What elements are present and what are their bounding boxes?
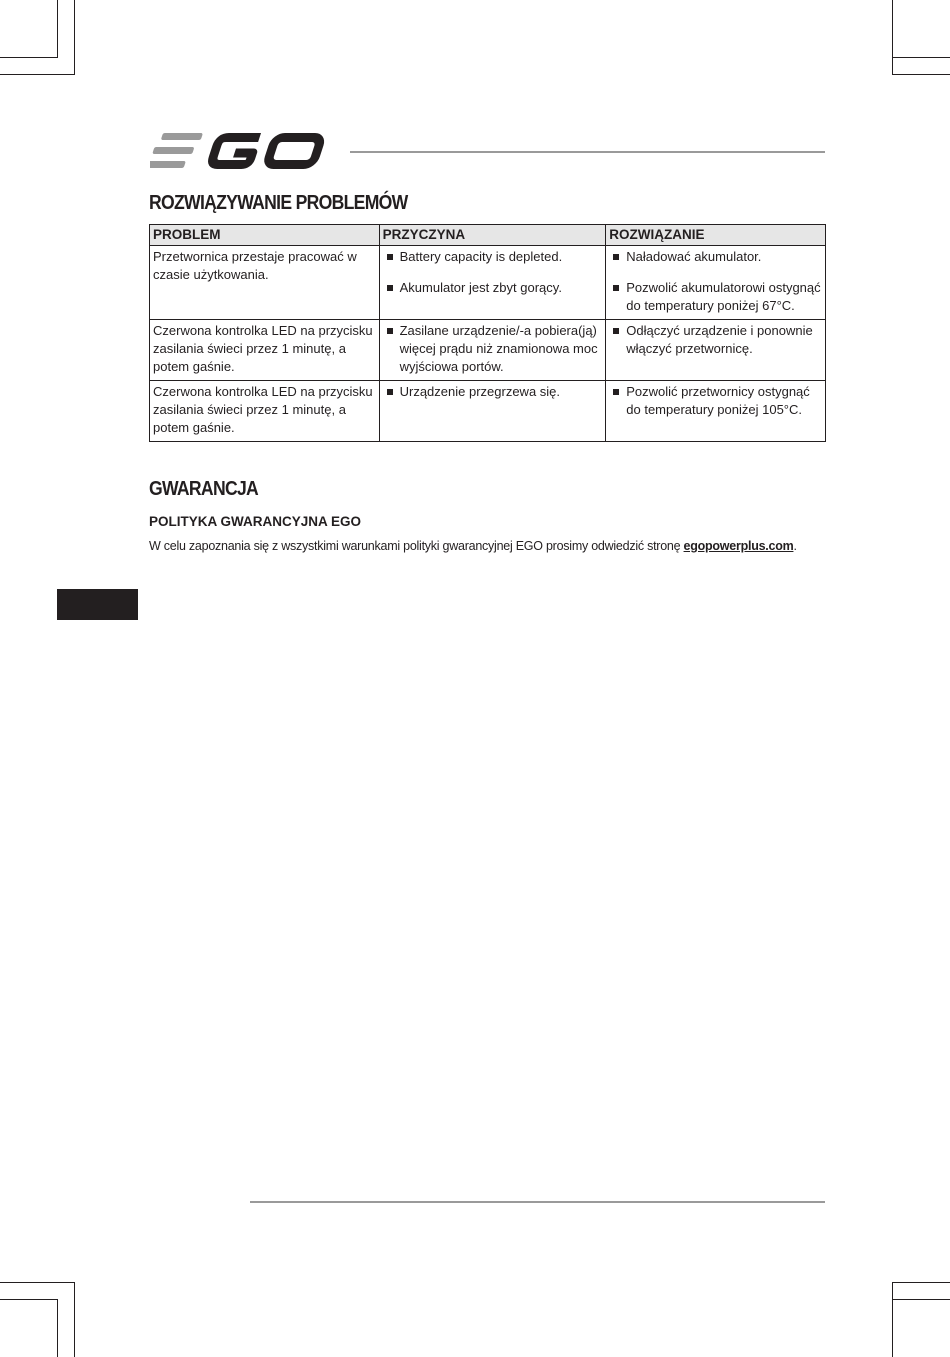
crop-mark — [0, 74, 75, 75]
crop-mark — [892, 1282, 950, 1283]
crop-mark — [57, 1299, 58, 1357]
problem-cell: Przetwornica przestaje pracować w czasie użytkowania. — [150, 246, 380, 320]
warranty-text-before: W celu zapoznania się z wszystkimi warunkami polityki gwarancyjnej EGO prosimy odwiedzić stronę — [149, 539, 684, 553]
cause-item: Zasilane urządzenie/-a pobiera(ją) więcej prądu niż znamionowa moc wyjściowa portów. — [383, 322, 603, 376]
crop-mark — [57, 0, 58, 58]
column-header-cause: PRZYCZYNA — [379, 225, 606, 246]
problem-cell: Czerwona kontrolka LED na przycisku zasilania świeci przez 1 minutę, a potem gaśnie. — [150, 381, 380, 442]
column-header-solution: ROZWIĄZANIE — [606, 225, 826, 246]
column-header-problem: PROBLEM — [150, 225, 380, 246]
cause-item: Urządzenie przegrzewa się. — [383, 383, 603, 401]
solution-cell — [606, 246, 826, 320]
crop-mark — [892, 1282, 893, 1357]
table-header-row — [150, 225, 826, 246]
solution-item: Pozwolić akumulatorowi ostygnąć do temperatury poniżej 67°C. — [609, 279, 822, 315]
cause-item: Battery capacity is depleted. — [383, 248, 603, 266]
crop-mark — [892, 0, 893, 75]
crop-mark — [74, 0, 75, 75]
warranty-title: GWARANCJA — [149, 478, 259, 500]
cause-cell — [379, 320, 606, 381]
crop-mark — [74, 1282, 75, 1357]
table-row — [150, 320, 826, 381]
problem-cell: Czerwona kontrolka LED na przycisku zasilania świeci przez 1 minutę, a potem gaśnie. — [150, 320, 380, 381]
table-row — [150, 246, 826, 320]
crop-mark — [0, 1282, 75, 1283]
table-row — [150, 381, 826, 442]
crop-mark — [0, 57, 58, 58]
warranty-text-after: . — [793, 539, 797, 553]
crop-mark — [892, 57, 950, 58]
footer-rule — [250, 1201, 825, 1203]
warranty-link[interactable]: egopowerplus.com — [683, 539, 794, 553]
cause-cell — [379, 381, 606, 442]
solution-item: Pozwolić przetwornicy ostygnąć do temperatury poniżej 105°C. — [609, 383, 822, 419]
language-tab — [57, 589, 138, 620]
cause-cell — [379, 246, 606, 320]
solution-item: Odłączyć urządzenie i ponownie włączyć przetwornicę. — [609, 322, 822, 358]
solution-cell — [606, 320, 826, 381]
warranty-text — [149, 539, 797, 553]
warranty-subtitle: POLITYKA GWARANCYJNA EGO — [149, 514, 362, 529]
cause-item: Akumulator jest zbyt gorący. — [383, 279, 603, 297]
crop-mark — [892, 1299, 950, 1300]
header-rule — [350, 151, 825, 153]
troubleshooting-table — [149, 224, 826, 442]
solution-cell — [606, 381, 826, 442]
troubleshooting-title: ROZWIĄZYWANIE PROBLEMÓW — [149, 192, 408, 214]
ego-logo — [150, 130, 330, 172]
crop-mark — [0, 1299, 58, 1300]
crop-mark — [892, 74, 950, 75]
solution-item: Naładować akumulator. — [609, 248, 822, 266]
